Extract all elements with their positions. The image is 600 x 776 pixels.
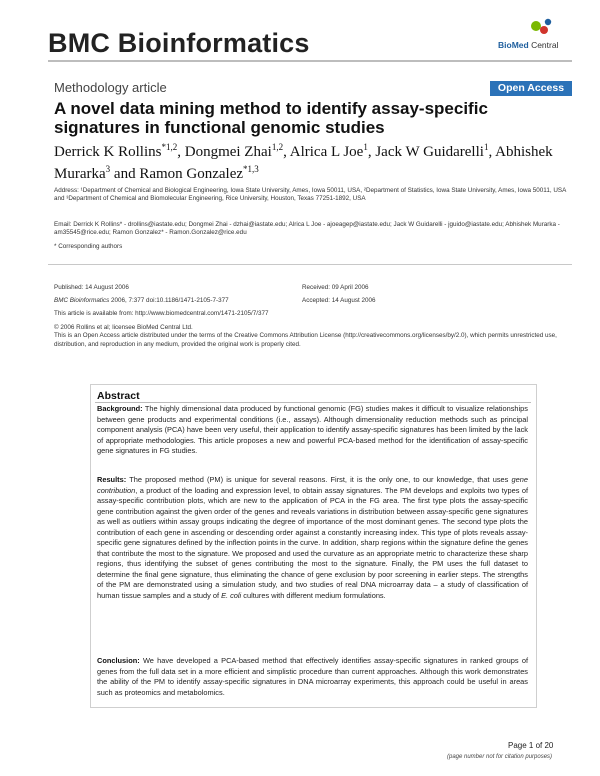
license-block [54,324,569,349]
license-text[interactable]: This is an Open Access article distributed under the terms of the Creative Commons Attribution License (http://creativecommons.org/licenses/by/2.0), which permits unrestricted use, distribution, and reproduction in any medium, provided the original work is properly cited. [54,332,557,348]
results-emphasis-organism: E. coli [221,590,242,600]
publication-info [54,284,229,306]
article-title: A novel data mining method to identify assay-specific signatures in functional genomic studies [54,99,488,137]
author-name: Dongmei Zhai [184,144,272,160]
article-type: Methodology article [54,80,167,95]
conclusion-label: Conclusion: [97,656,140,665]
author-affiliation: 3 [105,164,111,174]
citation [54,297,229,305]
results-label: Results: [97,475,127,484]
abstract-background [97,404,528,457]
author-name: Derrick K Rollins [54,144,162,160]
author-affiliation: 1 [363,142,368,152]
page-number: Page 1 of 20 [508,741,554,750]
received-date: Received: 09 April 2006 [302,284,369,291]
accepted-date: Accepted: 14 August 2006 [302,297,376,305]
author-affiliation: 1 [483,142,489,152]
author-address: Address: ¹Department of Chemical and Biological Engineering, Iowa State University, Ames, Iowa 50011, USA, ²Department of Statistics, Iowa State University, Ames, Iowa 50011, USA and ³Department of Chemical and Biomolecular Engineering, Rice University, Houston, Texas 77251-1892, USA [54,187,566,203]
published-date: Published: 14 August 2006 [54,284,129,291]
conclusion-text: We have developed a PCA-based method that effectively identifies assay-specific signatures in ranked groups of genes from the full data set in a more efficient and simplistic procedure than current approaches. Although this work demonstrates the ability of the PM to identify assay-specific signatures in DNA microarray experiments, this approach could be useful in areas such as proteomics and metabolomics. [97,656,528,697]
results-text-a: The proposed method (PM) is unique for several reasons. First, it is the only one, to our knowledge, that uses [126,475,512,484]
abstract-divider [95,402,531,403]
logo-bio: BioMed [498,40,529,50]
author-name: Abhishek Murarka [54,144,553,182]
copyright-line: © 2006 Rollins et al; licensee BioMed Central Ltd. [54,324,193,331]
author-affiliation: 1,2 [271,142,284,152]
background-text: The highly dimensional data produced by functional genomic (FG) studies makes it difficult to visualize relationships between gene products and experimental conditions (i.e., assays). Although dimensionality reduction methods such as principal component analysis (PCA) have been very useful, their application to identify assay-specific signatures has been limited by the lack of appropriate methodologies. This article proposes a new and powerful PCA-based method for the identification of assay-specific gene signatures in FG studies. [97,404,528,455]
article-url[interactable]: This article is available from: http://www.biomedcentral.com/1471-2105/7/377 [54,310,269,317]
author-name: Jack W Guidarelli [375,144,484,160]
journal-title: BMC Bioinformatics [48,28,310,58]
meta-divider [48,264,572,265]
header-divider [48,60,572,62]
author-affiliation: *1,3 [243,164,259,174]
author-emails[interactable]: Email: Derrick K Rollins* - drollins@iastate.edu; Dongmei Zhai - dzhai@iastate.edu; Alrica L Joe - ajoeagep@iastate.edu; Jack W Guidarelli - jguido@iastate.edu; Abhishek Murarka - am35545@rice.edu; Ramon Gonzalez* - Ramon.Gonzalez@rice.edu [54,221,560,237]
abstract-conclusion [97,656,528,698]
logo-central: Central [528,40,559,50]
citation-journal: BMC Bioinformatics [54,297,110,305]
review-dates [302,284,376,306]
author-list: Derrick K Rollins$^{*1,2}$, Dongmei Zhai$^{1,2}$, Alrica L Joe$^1$, Jack W Guidarelli$^1$, Abhishek Murarka$^3$ and Ramon Gonzalez$^{*1,3}$ [54,142,553,182]
results-text-c: cultures with different medium formulations. [241,590,386,600]
open-access-badge[interactable]: Open Access [490,81,572,96]
biomed-central-logo [498,18,562,54]
background-label: Background: [97,404,143,413]
author-name: Alrica L Joe [289,144,364,160]
abstract-heading: Abstract [97,390,140,402]
results-text-b: , a product of the loading and expression level, to obtain assay signatures. The PM develops and exploits two types of assay-specific contribution plots, which are new to the application of PCA in the FG area. The first type plots the assay-specific gene contribution against the given order of the genes and reveals variations in distribution between assay-specific gene signatures as well as outliers within assay groups indicating the degree of importance of the most dominant genes. The second type plots the contribution of each gene in ascending or descending order against a constantly increasing index. This type of plots reveals assay-specific gene signatures defined by the inflection points in the curve. In addition, sharp regions within the signature define the genes that contribute the most to the signature. We proposed and used the curvature as an appropriate metric to characterize these sharp regions, thus identifying the subset of genes contributing the most to the signature. Finally, the PM uses the full dataset to determine the final gene signature, thus eliminating the chance of gene exclusion by poor screening in earlier steps. The strengths of the PM are demonstrated using a simulation study, and two studies of real DNA microarray data – a study of classification of human tissue samples and a study of [97,485,528,600]
logo-mark-icon [498,18,562,40]
author-affiliation: *1,2 [161,142,178,152]
logo-text [498,40,558,50]
author-name: Ramon Gonzalez [139,166,244,182]
results-emphasis: gene contribution [97,475,528,495]
citation-details: 2006, 7:377 doi:10.1186/1471-2105-7-377 [109,297,229,305]
page-number-note: (page number not for citation purposes) [447,754,553,760]
abstract-results [97,475,528,601]
corresponding-note: * Corresponding authors [54,243,123,250]
